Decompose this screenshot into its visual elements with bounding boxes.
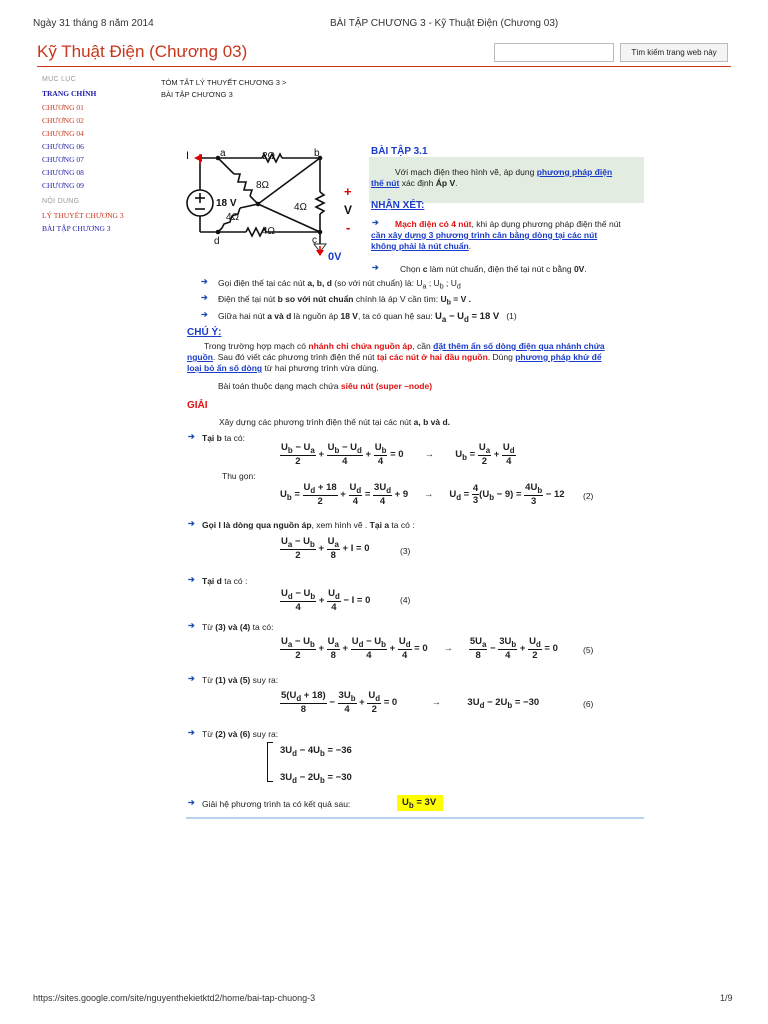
observe-heading: NHẬN XÉT:: [371, 200, 425, 211]
label-r-dc: 4Ω: [262, 226, 276, 237]
bullet-2: Điện thế tại nút b so với nút chuẩn chính là áp V cần tìm: $U_b = V$ .: [218, 294, 472, 307]
solution-intro: Xây dựng các phương trình điện thế nút tại các nút a, b và d.: [219, 417, 451, 427]
compact-label: Thu gọn:: [222, 471, 256, 481]
site-title[interactable]: Kỹ Thuật Điện (Chương 03): [37, 42, 248, 61]
print-page: 1/9: [720, 993, 733, 1003]
equation-6-derive: $\frac{5(U_d + 18)}{8}$ − $\frac{3U_b}{4}$ + $\frac{U_d}{2}$ = 0 → $3U_d - 2U_b = -30$: [281, 690, 540, 715]
note-heading: CHÚ Ý:: [187, 327, 222, 338]
obs1-line2: cần xây dựng 3 phương trình cân bằng dòng tại các nút: [371, 230, 598, 240]
search-button[interactable]: Tìm kiếm trang web này: [620, 43, 728, 62]
intro-line-2: thế nút xác định Áp V.: [371, 178, 458, 188]
sidebar-item-chapter-08[interactable]: CHƯƠNG 08: [42, 168, 84, 177]
content-end-rule: [186, 817, 644, 819]
eq-number-5: (5): [583, 645, 594, 655]
print-url: https://sites.google.com/site/nguyenthekietktd2/home/bai-tap-chuong-3: [33, 993, 316, 1003]
note-line-1: Trong trường hợp mạch có nhánh chỉ chứa nguồn áp, cần đặt thêm ẩn số dòng điện qua nhánh chứa: [204, 341, 605, 351]
result: $U_b = 3V$: [402, 797, 437, 810]
bullet-icon: ➔: [188, 674, 195, 683]
bullet-icon: ➔: [372, 263, 379, 272]
bullet-1: Gọi điện thế tại các nút a, b, d (so với nút chuẩn) là: $U_a$ ; $U_b$ ; $U_d$: [218, 278, 461, 291]
bullet-icon: ➔: [188, 728, 195, 737]
label-V: V: [344, 203, 353, 217]
search-input[interactable]: [494, 43, 614, 62]
breadcrumb: [161, 78, 286, 87]
note-line-3: loại bỏ ẩn số dòng từ hai phương trình vừa dùng.: [187, 363, 379, 373]
label-c: c: [312, 235, 317, 246]
bullet-icon: ➔: [201, 277, 208, 286]
system-eq-2: $3U_d - 2U_b = -30$: [280, 772, 352, 785]
step-a: Gọi I là dòng qua nguồn áp, xem hình vẽ . Tại a ta có :: [202, 520, 415, 530]
toc-heading: MỤC LỤC: [42, 76, 76, 83]
label-d: d: [214, 236, 220, 247]
bullet-icon: ➔: [201, 293, 208, 302]
step-3-4: Từ (3) và (4) ta có:: [202, 622, 274, 632]
label-I: I: [186, 150, 190, 162]
content-heading: NỘI DUNG: [42, 198, 80, 205]
equation-a: $\frac{U_a - U_b}{2}$ + $\frac{U_a}{8}$ + I = 0: [281, 536, 370, 561]
label-r-bc: 4Ω: [294, 202, 308, 213]
solution-heading: GIẢI: [187, 400, 208, 411]
obs1-line3: không phải là nút chuẩn.: [371, 241, 472, 251]
breadcrumb-current: BÀI TẬP CHƯƠNG 3: [161, 90, 233, 99]
obs1-line1: Mạch điện có 4 nút, khi áp dụng phương pháp điện thế nút: [395, 219, 621, 229]
circuit-diagram: [178, 146, 368, 264]
label-zero-volt: 0V: [328, 251, 342, 263]
label-r-mid: 4Ω: [226, 212, 240, 223]
bullet-3: Giữa hai nút a và d là nguồn áp 18 V, ta có quan hệ sau: $U_a - U_d = 18$ V (1): [218, 311, 517, 324]
equation-d: $\frac{U_d - U_b}{4}$ + $\frac{U_d}{4}$ − I = 0: [281, 588, 371, 613]
bullet-icon: ➔: [372, 218, 379, 227]
bullet-icon: ➔: [201, 310, 208, 319]
sidebar-item-chapter-07[interactable]: CHƯƠNG 07: [42, 155, 84, 164]
title-divider: [37, 66, 731, 67]
obs2: Chọn c làm nút chuẩn, điện thế tại nút c bằng 0V.: [400, 264, 587, 274]
note-line-2: nguồn. Sau đó viết các phương trình điện thế nút tại các nút ở hai đầu nguồn. Dùng phương pháp khử để: [187, 352, 602, 362]
eq-number-6: (6): [583, 699, 594, 709]
label-plus: +: [344, 184, 352, 199]
print-title: BÀI TẬP CHƯƠNG 3 - Kỹ Thuật Điện (Chương 03): [330, 18, 559, 29]
step-b: Tại b ta có:: [202, 433, 246, 443]
breadcrumb-sep: >: [279, 78, 287, 87]
note-line-4: Bài toán thuộc dạng mạch chứa siêu nút (super –node): [218, 381, 433, 391]
bullet-icon: ➔: [188, 519, 195, 528]
sidebar-item-chapter-06[interactable]: CHƯƠNG 06: [42, 142, 84, 151]
bullet-icon: ➔: [188, 798, 195, 807]
sidebar-item-chapter-01[interactable]: CHƯƠNG 01: [42, 103, 84, 112]
label-b: b: [314, 148, 320, 159]
equation-compact: $U_b$ = $\frac{U_d + 18}{2}$ + $\frac{U_d}{4}$ = $\frac{3U_d}{4}$ + 9 → $U_d$ = $\frac{4}{3}$ $(U_b - 9)$ = $\frac{4U_b}{3}$ − 12: [280, 482, 565, 507]
sidebar-item-theory-3[interactable]: LÝ THUYẾT CHƯƠNG 3: [42, 211, 124, 220]
label-minus: -: [346, 220, 351, 235]
equation-b: $\frac{U_b - U_a}{2}$ + $\frac{U_b - U_d}{4}$ + $\frac{U_b}{4}$ = 0 → $U_b$ = $\frac{U_a}{2}$ + $\frac{U_d}{4}$: [281, 442, 515, 467]
label-source: 18 V: [216, 198, 237, 209]
intro-line-1: Với mạch điện theo hình vẽ, áp dụng phương pháp điện: [395, 167, 613, 177]
print-date: Ngày 31 tháng 8 năm 2014: [33, 18, 154, 29]
label-r-ab: 2Ω: [262, 151, 276, 162]
breadcrumb-parent[interactable]: TÓM TẮT LÝ THUYẾT CHƯƠNG 3: [161, 78, 280, 87]
step-2-6: Từ (2) và (6) suy ra:: [202, 729, 279, 739]
step-d: Tại d ta có :: [202, 576, 248, 586]
sidebar-item-exercise-3[interactable]: BÀI TẬP CHƯƠNG 3: [42, 224, 111, 233]
eq-number-2: (2): [583, 491, 594, 501]
sidebar-item-chapter-02[interactable]: CHƯƠNG 02: [42, 116, 84, 125]
sidebar-item-chapter-04[interactable]: CHƯƠNG 04: [42, 129, 84, 138]
step-1-5: Từ (1) và (5) suy ra:: [202, 675, 279, 685]
bullet-icon: ➔: [188, 575, 195, 584]
equation-sum: $\frac{U_a - U_b}{2}$ + $\frac{U_a}{8}$ + $\frac{U_d - U_b}{4}$ + $\frac{U_d}{4}$ = 0 → $\frac{5U_a}{8}$ − $\frac{3U_b}{4}$ + $\frac{U_d}{2}$ = 0: [281, 636, 558, 661]
eq-number-4: (4): [400, 595, 411, 605]
system-eq-1: $3U_d - 4U_b = -36$: [280, 745, 352, 758]
sidebar-item-home[interactable]: TRANG CHÍNH: [42, 89, 97, 98]
label-a: a: [220, 148, 226, 159]
bullet-icon: ➔: [188, 621, 195, 630]
step-solve: Giải hệ phương trình ta có kết quả sau:: [202, 799, 351, 809]
system-brace: [267, 742, 273, 782]
exercise-title: BÀI TẬP 3.1: [371, 146, 428, 157]
bullet-icon: ➔: [188, 432, 195, 441]
label-r-diag: 8Ω: [256, 180, 270, 191]
sidebar-item-chapter-09[interactable]: CHƯƠNG 09: [42, 181, 84, 190]
eq-number-3: (3): [400, 546, 411, 556]
